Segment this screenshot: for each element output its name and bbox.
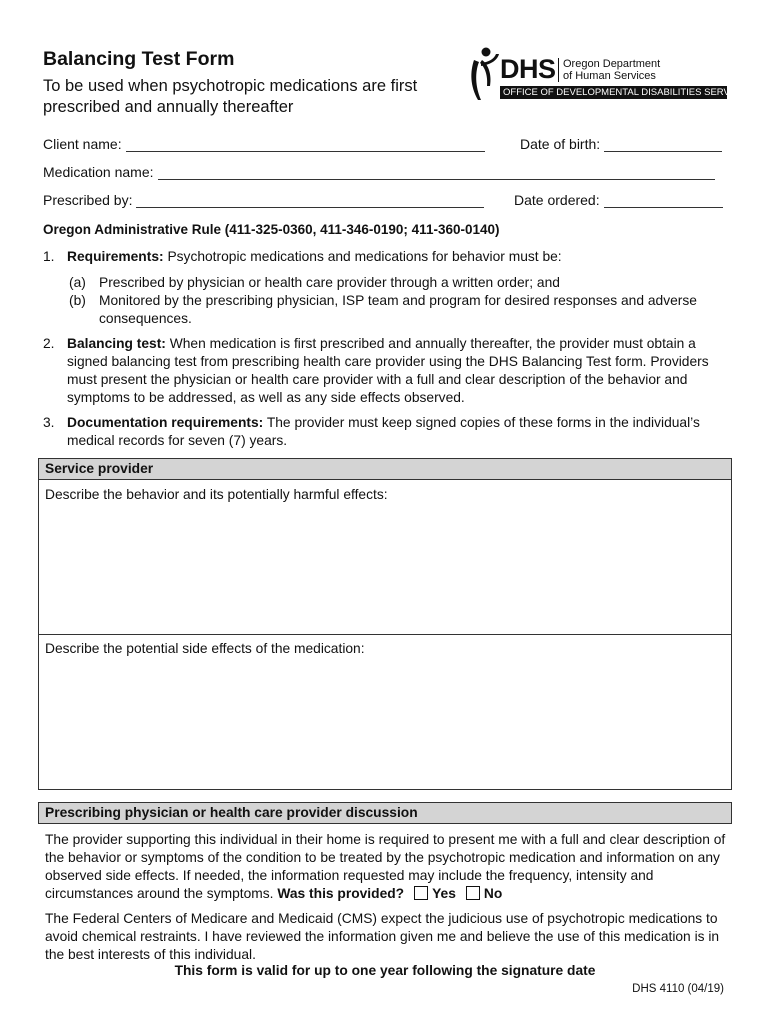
date-of-birth-label: Date of birth: [520,136,601,152]
person-figure-icon [466,46,500,102]
rule-heading: Oregon Administrative Rule (411-325-0360, 411-346-0190; 411-360-0140) [43,222,500,237]
discussion-header: Prescribing physician or health care provider discussion [38,802,732,824]
medication-name-input-line[interactable] [158,166,715,180]
no-label: No [483,886,503,901]
logo-org-line1: Oregon Department [563,58,661,70]
prescribed-by-input-line[interactable] [136,194,484,208]
provided-question: Was this provided? [277,886,405,901]
discussion-paragraph-2: The Federal Centers of Medicare and Medicaid (CMS) expect the judicious use of psychotropic medications to avoid chemical restraints. I have reviewed the information given me and believe the use of this medication is in the best interests of this individual. [45,911,720,962]
no-checkbox[interactable] [466,886,480,900]
rule-item-text: When medication is first prescribed and annually thereafter, the provider must obtain a signed balancing test from prescribing health care provider using the DHS Balancing Test form. Providers must present the physician or health care provider with a full and clear description of the behavior and symptoms to be addressed, as well as any side effects observed. [67,336,709,405]
subitem-text: Prescribed by physician or health care provider through a written order; and [99,275,560,290]
rule-item-label: Requirements: [67,249,164,264]
rule-item-1 [43,248,733,266]
side-effects-response-area[interactable] [39,661,731,787]
rule-item-label: Balancing test: [67,336,166,351]
service-provider-header: Service provider [39,459,731,480]
yes-label: Yes [432,886,456,901]
prescribed-by-label: Prescribed by: [43,192,133,208]
logo-divider [558,58,559,82]
rule-item-number: 1. [43,249,55,264]
rule-item-number: 3. [43,415,55,430]
yes-checkbox[interactable] [414,886,428,900]
rule-item-text: The provider must keep signed copies of these forms in the individual’s medical records for seven (7) years. [67,415,700,448]
side-effects-prompt: Describe the potential side effects of the medication: [45,641,365,656]
subitem-label: (b) [69,293,86,308]
rule-item-label: Documentation requirements: [67,415,264,430]
dob-row [520,136,722,152]
rule-item-text: Psychotropic medications and medications for behavior must be: [163,249,562,264]
client-name-input-line[interactable] [126,138,485,152]
behavior-prompt: Describe the behavior and its potentially harmful effects: [45,487,388,502]
logo-office-bar: OFFICE OF DEVELOPMENTAL DISABILITIES SERVICES [500,86,727,99]
behavior-response-area[interactable] [39,507,731,633]
date-ordered-row [514,192,723,208]
box-divider [39,634,731,635]
date-ordered-input-line[interactable] [604,194,723,208]
medication-name-row [43,164,715,180]
rule-item-number: 2. [43,336,55,351]
prescribed-by-row [43,192,484,208]
logo-dhs-text: DHS [500,54,556,84]
subitem-label: (a) [69,275,86,290]
form-number: DHS 4110 (04/19) [632,983,724,995]
discussion-text: The provider supporting this individual in their home is required to present me with a full and clear description of the behavior or symptoms of the condition to be treated by the psychotropic medication and information on any observed side effects. If needed, the information requested may include the frequency, intensity and circumstances around the symptoms. [45,832,726,901]
page-title: Balancing Test Form [43,48,235,70]
rule-subitem-b [69,292,729,328]
rule-subitem-a [69,274,729,292]
dhs-logo [466,44,752,104]
subitem-text: Monitored by the prescribing physician, ISP team and program for desired responses and adverse consequences. [99,293,697,326]
page-subtitle: To be used when psychotropic medications are first prescribed and annually thereafter [43,77,418,116]
rule-item-3 [43,414,733,450]
rule-item-2 [43,335,733,407]
validity-note: This form is valid for up to one year following the signature date [174,963,596,978]
date-ordered-label: Date ordered: [514,192,600,208]
date-of-birth-input-line[interactable] [604,138,722,152]
logo-org-line2: of Human Services [563,70,656,82]
client-name-row [43,136,485,152]
medication-name-label: Medication name: [43,164,154,180]
client-name-label: Client name: [43,136,122,152]
discussion-paragraph-1 [45,831,735,903]
service-provider-box [38,458,732,790]
